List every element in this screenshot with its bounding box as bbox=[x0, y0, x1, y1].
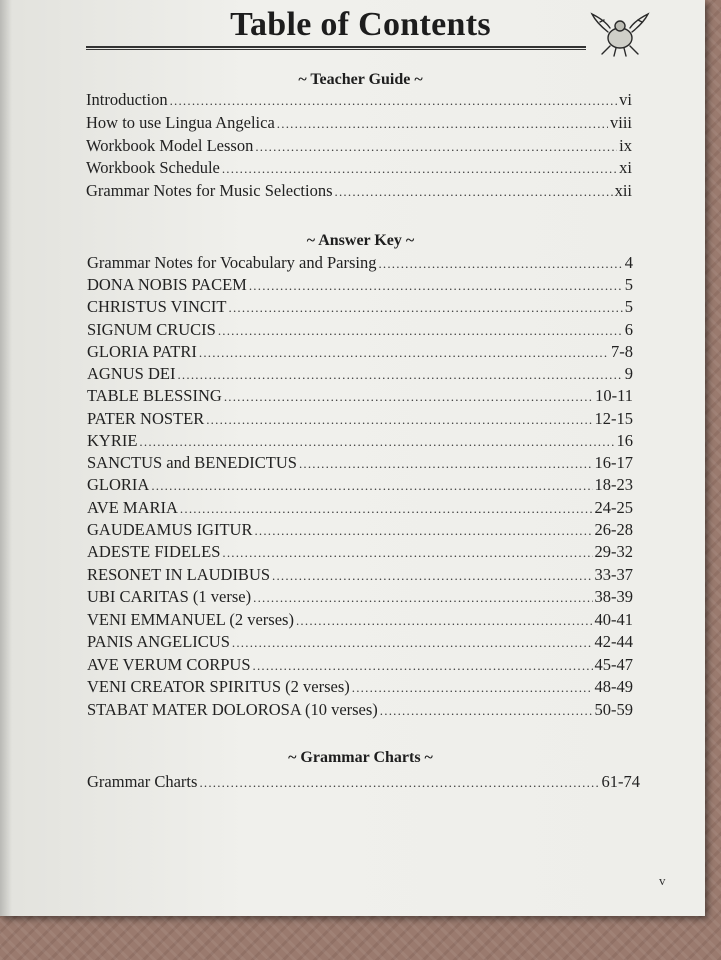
toc-entry-page: 33-37 bbox=[594, 565, 633, 584]
toc-entry bbox=[87, 542, 633, 563]
leader-dots bbox=[170, 91, 618, 111]
toc-entry-page: 16-17 bbox=[594, 453, 633, 472]
leader-dots bbox=[255, 137, 617, 157]
toc-entry-page: 12-15 bbox=[594, 409, 633, 428]
toc-entry-page: 42-44 bbox=[594, 632, 633, 651]
toc-entry-label: AGNUS DEI bbox=[87, 364, 176, 383]
toc-entry-page: 4 bbox=[624, 253, 633, 272]
toc-entry-label: Introduction bbox=[86, 90, 168, 109]
toc-entry bbox=[87, 342, 633, 363]
toc-entry-label: Workbook Schedule bbox=[86, 158, 220, 177]
toc-entry-label: TABLE BLESSING bbox=[87, 386, 222, 405]
toc-entry bbox=[87, 632, 633, 653]
toc-entry-page: 16 bbox=[616, 431, 633, 450]
toc-entry-page: 7-8 bbox=[611, 342, 633, 361]
toc-entry-label: Grammar Charts bbox=[87, 772, 198, 791]
leader-dots bbox=[277, 114, 608, 134]
toc-entry bbox=[87, 610, 633, 631]
toc-entry-label: AVE MARIA bbox=[87, 498, 178, 517]
toc-entry bbox=[87, 297, 633, 318]
toc-entry-label: ADESTE FIDELES bbox=[87, 542, 221, 561]
leader-dots bbox=[335, 182, 613, 202]
toc-entry bbox=[87, 565, 633, 586]
toc-entry bbox=[87, 677, 633, 698]
toc-entry bbox=[87, 275, 633, 296]
title-underline bbox=[86, 46, 586, 50]
toc-entry bbox=[87, 386, 633, 407]
leader-dots bbox=[199, 343, 609, 363]
leader-dots bbox=[224, 387, 593, 407]
toc-entry-label: PANIS ANGELICUS bbox=[87, 632, 230, 651]
leader-dots bbox=[232, 633, 593, 653]
toc-entry-page: 48-49 bbox=[594, 677, 633, 696]
leader-dots bbox=[254, 521, 592, 541]
toc-entry bbox=[86, 158, 632, 179]
toc-entry bbox=[86, 181, 632, 202]
toc-entry-page: 26-28 bbox=[594, 520, 633, 539]
toc-entry bbox=[87, 520, 633, 541]
leader-dots bbox=[299, 454, 593, 474]
leader-dots bbox=[206, 410, 592, 430]
toc-entry-label: How to use Lingua Angelica bbox=[86, 113, 275, 132]
leader-dots bbox=[151, 476, 592, 496]
leader-dots bbox=[180, 499, 593, 519]
toc-entry-page: viii bbox=[609, 113, 632, 132]
toc-entry-label: DONA NOBIS PACEM bbox=[87, 275, 247, 294]
toc-entry-label: VENI EMMANUEL (2 verses) bbox=[87, 610, 294, 629]
toc-entry-page: 50-59 bbox=[594, 700, 633, 719]
toc-entry-page: 6 bbox=[624, 320, 633, 339]
toc-entry-page: 18-23 bbox=[594, 475, 633, 494]
leader-dots bbox=[229, 298, 623, 318]
toc-entry bbox=[86, 136, 632, 157]
toc-entry-label: Grammar Notes for Music Selections bbox=[86, 181, 333, 200]
toc-entry-label: SANCTUS and BENEDICTUS bbox=[87, 453, 297, 472]
leader-dots bbox=[249, 276, 623, 296]
toc-entry-page: 5 bbox=[624, 297, 633, 316]
toc-entry bbox=[87, 700, 633, 721]
leader-dots bbox=[378, 254, 622, 274]
leader-dots bbox=[199, 773, 599, 793]
toc-entry bbox=[87, 655, 633, 676]
toc-entry bbox=[87, 453, 633, 474]
leader-dots bbox=[380, 701, 593, 721]
leader-dots bbox=[272, 566, 592, 586]
toc-entry-label: GAUDEAMUS IGITUR bbox=[87, 520, 253, 539]
toc-entry-label: STABAT MATER DOLOROSA (10 verses) bbox=[87, 700, 378, 719]
section-heading-answer-key: ~ Answer Key ~ bbox=[306, 232, 415, 249]
toc-entry-label: Workbook Model Lesson bbox=[86, 136, 254, 155]
leader-dots bbox=[139, 432, 614, 452]
angel-emblem-icon bbox=[590, 10, 650, 58]
toc-entry-page: vi bbox=[619, 90, 632, 109]
toc-entry bbox=[87, 431, 633, 452]
toc-entry-label: PATER NOSTER bbox=[87, 409, 205, 428]
toc-entry-page: 40-41 bbox=[594, 610, 633, 629]
leader-dots bbox=[352, 678, 593, 698]
leader-dots bbox=[222, 543, 592, 563]
toc-entry-label: UBI CARITAS (1 verse) bbox=[87, 587, 252, 606]
section-heading-teacher-guide: ~ Teacher Guide ~ bbox=[298, 71, 423, 88]
toc-entry bbox=[87, 320, 633, 341]
section-heading-grammar-charts: ~ Grammar Charts ~ bbox=[288, 749, 433, 766]
toc-entry-label: VENI CREATOR SPIRITUS (2 verses) bbox=[87, 677, 350, 696]
toc-entry bbox=[86, 90, 632, 111]
toc-entry-label: AVE VERUM CORPUS bbox=[87, 655, 251, 674]
toc-entry-page: 38-39 bbox=[594, 587, 633, 606]
toc-entry bbox=[87, 475, 633, 496]
toc-entry bbox=[86, 113, 632, 134]
page-number: v bbox=[659, 873, 666, 888]
toc-entry bbox=[87, 587, 633, 608]
toc-entry bbox=[87, 409, 633, 430]
leader-dots bbox=[296, 611, 593, 631]
leader-dots bbox=[218, 321, 623, 341]
toc-entry-page: 24-25 bbox=[594, 498, 633, 517]
leader-dots bbox=[253, 588, 592, 608]
toc-entry-label: GLORIA bbox=[87, 475, 150, 494]
toc-entry-page: ix bbox=[619, 136, 632, 155]
toc-entry-page: xii bbox=[614, 181, 632, 200]
toc-entry-page: 61-74 bbox=[601, 772, 640, 791]
toc-entry-label: CHRISTUS VINCIT bbox=[87, 297, 227, 316]
toc-entry-label: SIGNUM CRUCIS bbox=[87, 320, 216, 339]
toc-entry-label: RESONET IN LAUDIBUS bbox=[87, 565, 271, 584]
toc-entry bbox=[87, 772, 640, 793]
toc-entry-label: Grammar Notes for Vocabulary and Parsing bbox=[87, 253, 377, 272]
toc-entry-page: 45-47 bbox=[594, 655, 633, 674]
page-title: Table of Contents bbox=[230, 6, 491, 43]
toc-entry-page: 9 bbox=[624, 364, 633, 383]
toc-entry bbox=[87, 364, 633, 385]
toc-entry-page: 10-11 bbox=[595, 386, 633, 405]
toc-entry bbox=[87, 253, 633, 274]
toc-entry bbox=[87, 498, 633, 519]
leader-dots bbox=[222, 159, 617, 179]
toc-entry-label: KYRIE bbox=[87, 431, 138, 450]
leader-dots bbox=[177, 365, 622, 385]
toc-entry-label: GLORIA PATRI bbox=[87, 342, 197, 361]
toc-entry-page: 5 bbox=[624, 275, 633, 294]
toc-entry-page: xi bbox=[619, 158, 632, 177]
toc-entry-page: 29-32 bbox=[594, 542, 633, 561]
leader-dots bbox=[253, 656, 593, 676]
page-gutter-shadow bbox=[0, 0, 12, 916]
